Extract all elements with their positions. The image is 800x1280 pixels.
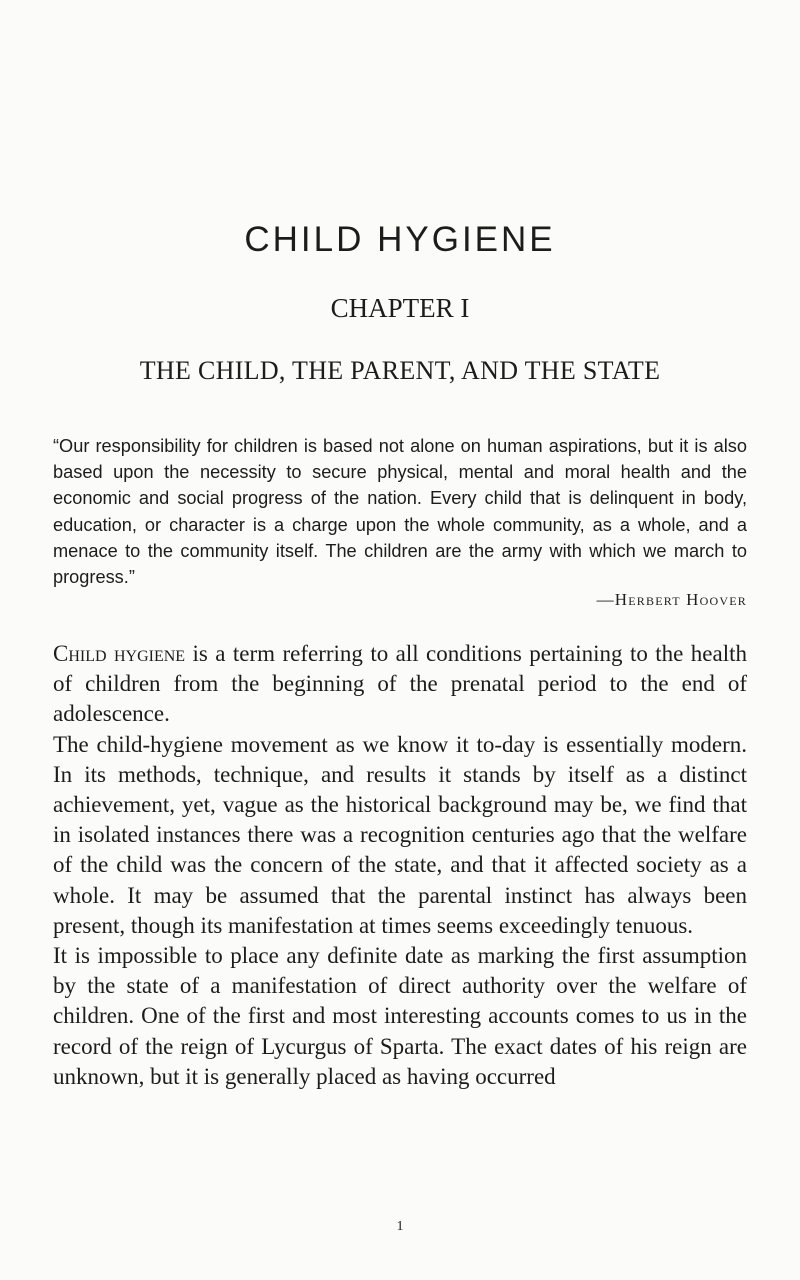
chapter-title: THE CHILD, THE PARENT, AND THE STATE — [139, 356, 661, 385]
chapter-number: CHAPTER I — [330, 293, 470, 323]
epigraph-quote: “Our responsibility for children is based not alone on human aspirations, but it is also based upon the necessity to secure physical, mental and moral health and the economic and social progress of the nation. Every child that is delinquent in body, education, or character is a charge upon the whole community, as a whole, and a menace to the community itself. The children are the army with which we march to progress.” — [53, 436, 747, 588]
epigraph-attribution: —Herbert Hoover — [596, 590, 747, 609]
book-title: CHILD HYGIENE — [244, 220, 556, 259]
paragraph-2: The child-hygiene movement as we know it to-day is essentially modern. In its methods, technique, and results it stands by itself as a distinct achievement, yet, vague as the historical background may be, we find that in isolated instances there was a recognition centuries ago that the welfare of the child was the concern of the state, and that it affected society as a whole. It may be assumed that the parental instinct has always been present, though its manifestation at times seems exceedingly tenuous. — [53, 731, 747, 938]
paragraph-1-rest: is a term referring to all conditions pertaining to the health of children from the beginning of the prenatal period to the end of adolescence. — [53, 641, 747, 727]
paragraph-1 — [53, 639, 747, 730]
paragraph-3: It is impossible to place any definite date as marking the first assumption by the state of a manifestation of direct authority over the welfare of children. One of the first and most interesting accounts comes to us in the record of the reign of Lycurgus of Sparta. The exact dates of his reign are unknown, but it is generally placed as having occurred — [53, 943, 747, 1089]
page-number: 1 — [396, 1219, 404, 1234]
book-page — [53, 0, 747, 1280]
body-text — [53, 639, 747, 1092]
paragraph-1-lead: Child hygiene — [53, 641, 186, 666]
